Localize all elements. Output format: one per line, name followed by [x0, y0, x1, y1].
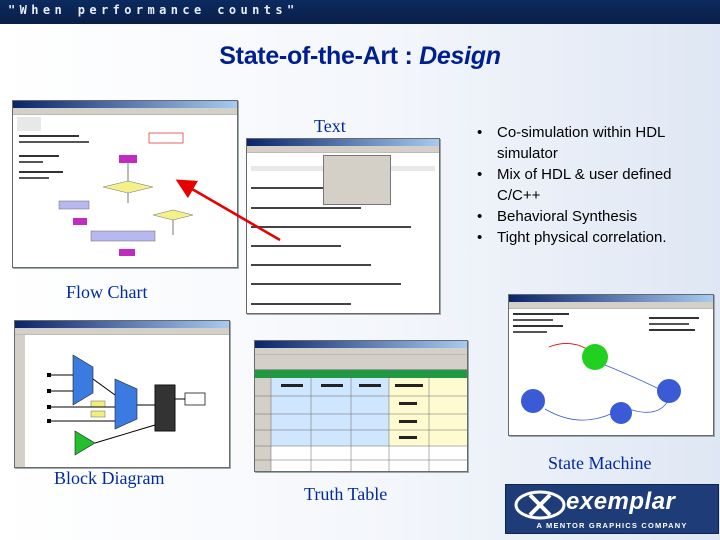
- truth-table-toolbar: [255, 355, 467, 370]
- bullet-item: [475, 164, 715, 206]
- bullet-marker: •: [477, 208, 483, 225]
- window-menubar: [509, 302, 713, 309]
- bullet-text: Behavioral Synthesis: [497, 208, 638, 225]
- bullet-text: Co-simulation within HDL simulator: [497, 124, 665, 162]
- window-menubar: [15, 328, 229, 335]
- bullet-marker: •: [477, 166, 483, 183]
- logo-subtitle: A MENTOR GRAPHICS COMPANY: [536, 521, 688, 530]
- bullet-item: [475, 122, 715, 164]
- bullet-marker: •: [477, 124, 483, 141]
- caption-flow-chart: Flow Chart: [66, 282, 148, 302]
- window-menubar: [255, 348, 467, 355]
- window-titlebar: [15, 321, 229, 328]
- truth-table-grid: [255, 370, 467, 472]
- slide-title-italic: Design: [419, 42, 501, 70]
- block-diagram-screenshot: [14, 320, 230, 468]
- caption-text: Text: [314, 116, 346, 136]
- bullet-text: Mix of HDL & user defined C/C++: [497, 166, 672, 204]
- logo-name: exemplar: [566, 488, 676, 515]
- caption-state-machine: State Machine: [548, 453, 652, 473]
- caption-block-diagram: Block Diagram: [54, 468, 165, 488]
- logo-emblem-icon: [512, 489, 568, 523]
- caption-truth-table: Truth Table: [304, 484, 388, 504]
- banner-tagline: "When performance counts": [8, 3, 299, 17]
- slide-title-main: State-of-the-Art :: [219, 42, 420, 70]
- bullet-item: [475, 206, 715, 227]
- exemplar-logo: [505, 484, 719, 534]
- bullet-text: Tight physical correlation.: [497, 229, 667, 246]
- block-diagram-canvas: [15, 335, 229, 467]
- state-machine-screenshot: [508, 294, 714, 436]
- truth-table-screenshot: [254, 340, 468, 472]
- window-titlebar: [255, 341, 467, 348]
- bullet-item: [475, 227, 715, 248]
- state-machine-canvas: [509, 309, 713, 435]
- feature-bullet-list: [475, 122, 715, 248]
- bullet-marker: •: [477, 229, 483, 246]
- window-titlebar: [509, 295, 713, 302]
